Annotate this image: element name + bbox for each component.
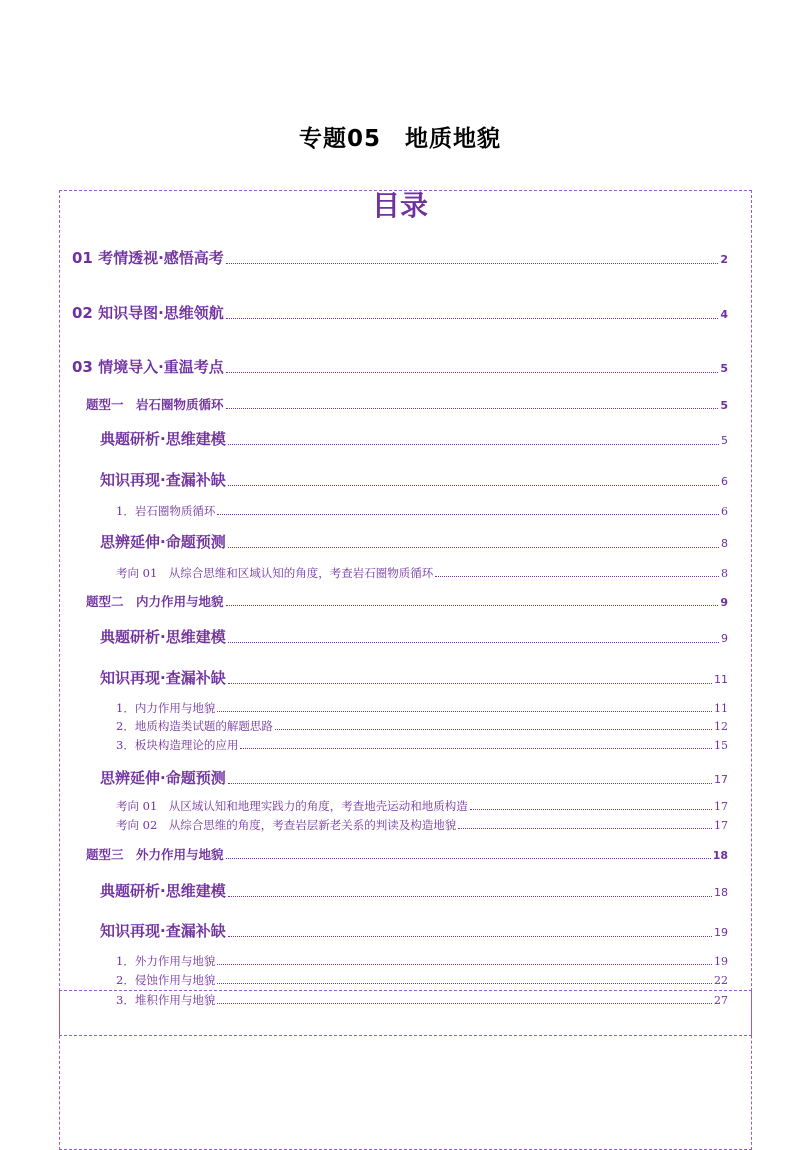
toc-entry[interactable] xyxy=(100,920,728,941)
toc-entry-page: 9 xyxy=(720,596,728,609)
toc-entry[interactable] xyxy=(100,767,728,788)
toc-entry-page: 4 xyxy=(720,308,728,321)
toc-entry[interactable] xyxy=(100,626,728,647)
toc-leader-dots xyxy=(228,642,719,643)
toc-entry-label: 典题研析·思维建模 xyxy=(100,882,226,900)
toc-leader-dots xyxy=(228,683,712,684)
toc-entry-page: 17 xyxy=(714,819,728,832)
toc-leader-dots xyxy=(240,748,712,749)
toc-entry-label: 01 考情透视·感悟高考 xyxy=(72,249,224,267)
toc-leader-dots xyxy=(228,485,719,486)
toc-heading: 目录 xyxy=(371,189,428,222)
toc-entry-label: 1．外力作用与地貌 xyxy=(116,954,216,968)
toc-leader-dots xyxy=(217,514,719,515)
document-title: 专题05 地质地貌 xyxy=(298,126,501,152)
toc-entry-label: 2．地质构造类试题的解题思路 xyxy=(116,719,273,733)
toc-leader-dots xyxy=(228,547,719,548)
toc-entry-label: 1．岩石圈物质循环 xyxy=(116,504,216,518)
toc-entry-label: 题型三 外力作用与地貌 xyxy=(86,847,224,862)
toc-entry[interactable] xyxy=(86,592,728,610)
toc-leader-dots xyxy=(226,408,719,409)
toc-entry-page: 17 xyxy=(714,800,728,813)
toc-leader-dots xyxy=(226,858,711,859)
toc-entry-page: 8 xyxy=(721,537,728,550)
toc-entry-page: 5 xyxy=(720,362,728,375)
toc-entry[interactable] xyxy=(72,247,728,268)
toc-entry-page: 27 xyxy=(714,994,728,1007)
toc-entry[interactable] xyxy=(116,798,728,814)
toc-leader-dots xyxy=(217,983,712,984)
toc-leader-dots xyxy=(228,783,712,784)
toc-entry[interactable] xyxy=(116,565,728,581)
toc-entry-page: 18 xyxy=(712,849,728,862)
toc-entry-page: 19 xyxy=(714,926,728,939)
toc-entry-page: 6 xyxy=(721,475,728,488)
toc-entry-page: 9 xyxy=(721,632,728,645)
toc-leader-dots xyxy=(217,1003,712,1004)
toc-entry[interactable] xyxy=(116,503,728,519)
toc-entry-label: 典题研析·思维建模 xyxy=(100,628,226,646)
toc-entry-page: 12 xyxy=(714,720,728,733)
toc-leader-dots xyxy=(217,711,712,712)
toc-entry-page: 19 xyxy=(714,955,728,968)
toc-entry-label: 02 知识导图·思维领航 xyxy=(72,304,224,322)
toc-entry-page: 17 xyxy=(714,773,728,786)
toc-entry-label: 考向 01 从区域认知和地理实践力的角度，考查地壳运动和地质构造 xyxy=(116,799,468,813)
toc-entry-label: 考向 02 从综合思维的角度，考查岩层新老关系的判读及构造地貌 xyxy=(116,818,457,832)
toc-entry-label: 2．侵蚀作用与地貌 xyxy=(116,973,216,987)
toc-entry-label: 3．板块构造理论的应用 xyxy=(116,738,239,752)
toc-leader-dots xyxy=(226,372,719,373)
toc-entry-page: 5 xyxy=(720,399,728,412)
toc-entry[interactable] xyxy=(116,972,728,988)
toc-entry[interactable] xyxy=(86,395,728,413)
toc-entry[interactable] xyxy=(100,880,728,901)
toc-leader-dots xyxy=(470,809,712,810)
toc-entry[interactable] xyxy=(116,953,728,969)
toc-entry-label: 思辨延伸·命题预测 xyxy=(100,769,226,787)
toc-entry[interactable] xyxy=(116,718,728,734)
toc-entry[interactable] xyxy=(100,531,728,552)
toc-entry-label: 03 情境导入·重温考点 xyxy=(72,358,224,376)
toc-entry-page: 2 xyxy=(720,253,728,266)
toc-leader-dots xyxy=(226,318,719,319)
toc-entry[interactable] xyxy=(116,992,728,1008)
toc-entry-label: 考向 01 从综合思维和区域认知的角度，考查岩石圈物质循环 xyxy=(116,566,434,580)
toc-entry-label: 题型一 岩石圈物质循环 xyxy=(86,397,224,412)
toc-leader-dots xyxy=(217,964,712,965)
toc-leader-dots xyxy=(226,263,719,264)
toc-leader-dots xyxy=(226,605,719,606)
toc-entry-label: 3．堆积作用与地貌 xyxy=(116,993,216,1007)
toc-leader-dots xyxy=(275,729,712,730)
toc-entry[interactable] xyxy=(116,817,728,833)
toc-entry-page: 8 xyxy=(721,567,728,580)
toc-entry[interactable] xyxy=(116,737,728,753)
toc-leader-dots xyxy=(228,444,719,445)
toc-entry-page: 15 xyxy=(714,739,728,752)
toc-frame-lower xyxy=(59,990,752,1150)
toc-entry[interactable] xyxy=(86,845,728,863)
toc-entry-label: 知识再现·查漏补缺 xyxy=(100,669,226,687)
toc-entry-label: 思辨延伸·命题预测 xyxy=(100,533,226,551)
toc-entry-page: 5 xyxy=(721,434,728,447)
toc-entry-page: 11 xyxy=(714,673,728,686)
toc-entry-page: 6 xyxy=(721,505,728,518)
toc-entry[interactable] xyxy=(100,469,728,490)
toc-leader-dots xyxy=(228,936,712,937)
toc-entry[interactable] xyxy=(100,428,728,449)
toc-leader-dots xyxy=(228,896,712,897)
toc-entry-page: 18 xyxy=(714,886,728,899)
toc-entry[interactable] xyxy=(72,356,728,377)
toc-entry-label: 典题研析·思维建模 xyxy=(100,430,226,448)
toc-entry-label: 知识再现·查漏补缺 xyxy=(100,471,226,489)
toc-leader-dots xyxy=(458,828,712,829)
toc-entry-label: 题型二 内力作用与地貌 xyxy=(86,594,224,609)
toc-entry[interactable] xyxy=(72,302,728,323)
toc-entry[interactable] xyxy=(100,667,728,688)
toc-entry-label: 1．内力作用与地貌 xyxy=(116,701,216,715)
toc-entry-page: 11 xyxy=(714,702,728,715)
toc-entry-page: 22 xyxy=(714,974,728,987)
toc-entry-label: 知识再现·查漏补缺 xyxy=(100,922,226,940)
toc-leader-dots xyxy=(435,576,719,577)
toc-entry[interactable] xyxy=(116,700,728,716)
